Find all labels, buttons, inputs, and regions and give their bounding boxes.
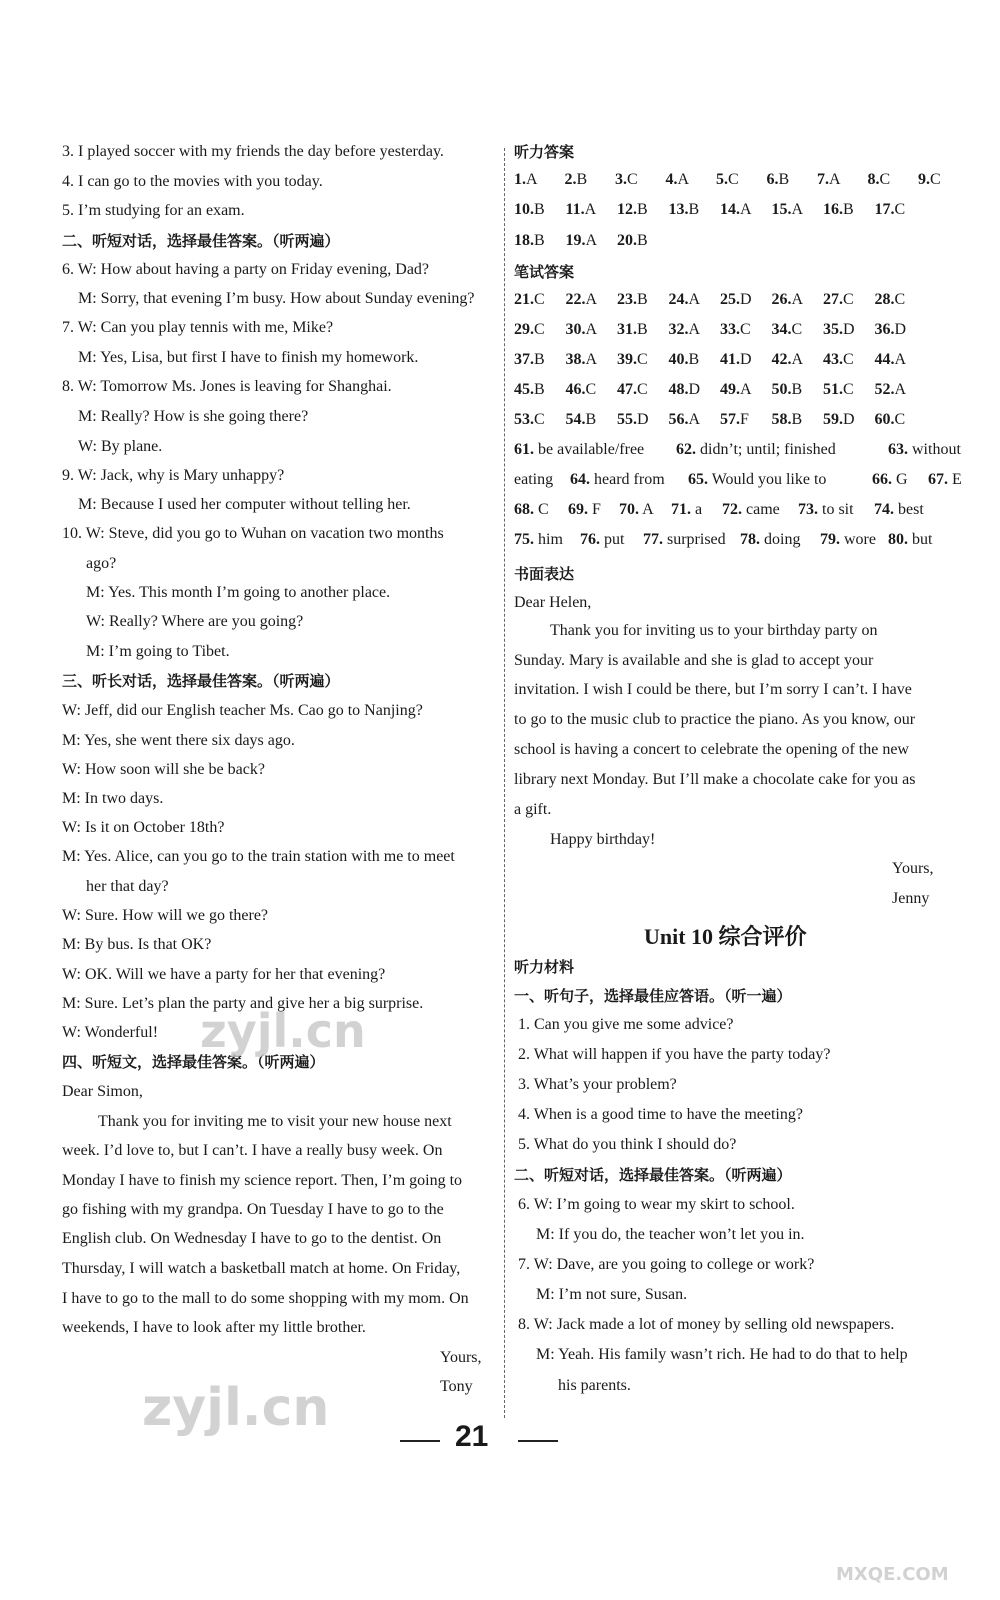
writing-heading: 书面表达 bbox=[514, 565, 575, 583]
page-number-dash-right bbox=[518, 1440, 558, 1442]
fill-answer-item: 66. G bbox=[872, 471, 908, 488]
page-number-dash-left bbox=[400, 1440, 440, 1442]
dialog-line: M: Really? How is she going there? bbox=[78, 408, 309, 425]
writing-line: school is having a concert to celebrate the opening of the new bbox=[514, 741, 909, 758]
writing-line: to go to the music club to practice the piano. As you know, our bbox=[514, 711, 916, 728]
answer-item: 11.A bbox=[565, 201, 597, 218]
dialog-line: W: OK. Will we have a party for her that evening? bbox=[62, 966, 386, 983]
sentence-line: 1. Can you give me some advice? bbox=[518, 1016, 734, 1033]
dialog-line: M: Yeah. His family wasn’t rich. He had to do that to help bbox=[536, 1346, 908, 1363]
sentence-3: 3. I played soccer with my friends the day before yesterday. bbox=[62, 143, 444, 160]
letter-line: English club. On Wednesday I have to go to the dentist. On bbox=[62, 1230, 442, 1247]
writing-signature: Jenny bbox=[892, 890, 930, 907]
answer-item: 44.A bbox=[874, 351, 907, 368]
answer-item: 38.A bbox=[565, 351, 598, 368]
fill-answer-item: 63. without bbox=[888, 441, 961, 458]
section-heading-4: 四、听短文，选择最佳答案。（听两遍） bbox=[62, 1053, 325, 1071]
sentence-line: 2. What will happen if you have the party today? bbox=[518, 1046, 831, 1063]
answer-item: 57.F bbox=[720, 411, 749, 428]
fill-answer-item: 69. F bbox=[568, 501, 601, 518]
fill-answer-item: 72. came bbox=[722, 501, 780, 518]
answer-item: 36.D bbox=[874, 321, 907, 338]
dialog-line: W: Is it on October 18th? bbox=[62, 819, 225, 836]
answer-item: 13.B bbox=[668, 201, 700, 218]
answer-item: 41.D bbox=[720, 351, 752, 368]
answer-item: 25.D bbox=[720, 291, 752, 308]
dialog-line: W: Jeff, did our English teacher Ms. Cao go to Nanjing? bbox=[62, 702, 423, 719]
answer-item: 48.D bbox=[668, 381, 701, 398]
answer-item: 9.C bbox=[918, 171, 941, 188]
watermark-bottom: zyjl.cn bbox=[142, 1378, 330, 1438]
dialog-line: M: Yes, Lisa, but first I have to finish my homework. bbox=[78, 349, 419, 366]
answer-item: 59.D bbox=[823, 411, 855, 428]
answer-item: 22.A bbox=[565, 291, 598, 308]
answer-item: 28.C bbox=[874, 291, 906, 308]
answer-item: 37.B bbox=[514, 351, 545, 368]
letter-closing: Yours, bbox=[440, 1349, 482, 1366]
answer-item: 18.B bbox=[514, 232, 545, 249]
letter-line: go fishing with my grandpa. On Tuesday I have to go to the bbox=[62, 1201, 444, 1218]
dialog-line: M: I’m not sure, Susan. bbox=[536, 1286, 688, 1303]
writing-closing: Yours, bbox=[892, 860, 934, 877]
sentence-5: 5. I’m studying for an exam. bbox=[62, 202, 245, 219]
fill-answer-item: 71. a bbox=[671, 501, 703, 518]
answer-item: 26.A bbox=[771, 291, 804, 308]
answer-item: 42.A bbox=[771, 351, 804, 368]
answer-item: 6.B bbox=[766, 171, 790, 188]
writing-line: Thank you for inviting us to your birthday party on bbox=[550, 622, 878, 639]
unit-title: Unit 10 综合评价 bbox=[644, 924, 807, 949]
answer-item: 8.C bbox=[867, 171, 891, 188]
fill-answer-item: 61. be available/free bbox=[514, 441, 645, 458]
dialog-line: M: Sorry, that evening I’m busy. How about Sunday evening? bbox=[78, 290, 475, 307]
dialog-line: 7. W: Dave, are you going to college or work? bbox=[518, 1256, 815, 1273]
dialog-line: W: Sure. How will we go there? bbox=[62, 907, 269, 924]
writing-line: library next Monday. But I’ll make a chocolate cake for you as bbox=[514, 771, 916, 788]
dialog-line: M: In two days. bbox=[62, 790, 164, 807]
dialog-line: M: I’m going to Tibet. bbox=[86, 643, 230, 660]
dialog-line: 7. W: Can you play tennis with me, Mike? bbox=[62, 319, 334, 336]
letter-salutation: Dear Simon, bbox=[62, 1083, 143, 1100]
answer-item: 47.C bbox=[617, 381, 648, 398]
dialog-line: 9. W: Jack, why is Mary unhappy? bbox=[62, 467, 285, 484]
answer-item: 12.B bbox=[617, 201, 648, 218]
answer-item: 30.A bbox=[565, 321, 598, 338]
dialog-line: W: Wonderful! bbox=[62, 1024, 159, 1041]
answer-item: 3.C bbox=[615, 171, 638, 188]
dialog-line: 8. W: Tomorrow Ms. Jones is leaving for Shanghai. bbox=[62, 378, 392, 395]
dialog-line: M: If you do, the teacher won’t let you in. bbox=[536, 1226, 805, 1243]
writing-salutation: Dear Helen, bbox=[514, 594, 592, 611]
dialog-line: M: Sure. Let’s plan the party and give her a big surprise. bbox=[62, 995, 424, 1012]
answer-item: 55.D bbox=[617, 411, 649, 428]
watermark-corner: MXQE.COM bbox=[836, 1564, 949, 1585]
answer-item: 56.A bbox=[668, 411, 701, 428]
writing-line: a gift. bbox=[514, 801, 552, 818]
section-heading-r2: 二、听短对话，选择最佳答案。（听两遍） bbox=[514, 1166, 792, 1184]
listening-answers-heading: 听力答案 bbox=[514, 143, 575, 161]
answer-item: 27.C bbox=[823, 291, 854, 308]
column-divider bbox=[504, 148, 505, 1418]
writing-line: invitation. I wish I could be there, but I’m sorry I can’t. I have bbox=[514, 681, 912, 698]
fill-answer-item: 70. A bbox=[619, 501, 654, 518]
answer-item: 5.C bbox=[716, 171, 739, 188]
fill-answer-item: 75. him bbox=[514, 531, 563, 548]
letter-line: week. I’d love to, but I can’t. I have a really busy week. On bbox=[62, 1142, 443, 1159]
dialog-line: M: Because I used her computer without telling her. bbox=[78, 496, 411, 513]
answer-item: 23.B bbox=[617, 291, 648, 308]
letter-line: Thank you for inviting me to visit your new house next bbox=[98, 1113, 452, 1130]
section-heading-r1: 一、听句子，选择最佳应答语。（听一遍） bbox=[514, 987, 792, 1005]
watermark-center: zyjl.cn bbox=[200, 1004, 366, 1058]
answer-item: 15.A bbox=[771, 201, 804, 218]
dialog-line: M: Yes. This month I’m going to another place. bbox=[86, 584, 391, 601]
answer-item: 39.C bbox=[617, 351, 648, 368]
sentence-line: 3. What’s your problem? bbox=[518, 1076, 677, 1093]
answer-item: 4.A bbox=[665, 171, 690, 188]
answer-item: 16.B bbox=[823, 201, 854, 218]
answer-item: 50.B bbox=[771, 381, 803, 398]
writing-line: Happy birthday! bbox=[550, 831, 656, 848]
fill-answer-item: 74. best bbox=[874, 501, 924, 518]
answer-item: 31.B bbox=[617, 321, 648, 338]
dialog-line: 10. W: Steve, did you go to Wuhan on vacation two months bbox=[62, 525, 444, 542]
sentence-line: 4. When is a good time to have the meeting? bbox=[518, 1106, 803, 1123]
section-heading-3: 三、听长对话，选择最佳答案。（听两遍） bbox=[62, 672, 340, 690]
answer-item: 1.A bbox=[514, 171, 538, 188]
dialog-line: W: Really? Where are you going? bbox=[86, 613, 304, 630]
fill-answer-item: 80. but bbox=[888, 531, 933, 548]
letter-line: I have to go to the mall to do some shopping with my mom. On bbox=[62, 1290, 469, 1307]
answer-item: 19.A bbox=[565, 232, 598, 249]
dialog-line: M: Yes. Alice, can you go to the train station with me to meet bbox=[62, 848, 455, 865]
fill-answer-item: 64. heard from bbox=[570, 471, 665, 488]
answer-item: 7.A bbox=[817, 171, 841, 188]
answer-item: 29.C bbox=[514, 321, 545, 338]
answer-item: 52.A bbox=[874, 381, 907, 398]
answer-item: 45.B bbox=[514, 381, 545, 398]
answer-item: 20.B bbox=[617, 232, 648, 249]
answer-item: 46.C bbox=[565, 381, 597, 398]
dialog-line: 6. W: How about having a party on Friday evening, Dad? bbox=[62, 261, 430, 278]
fill-answer-item: 76. put bbox=[580, 531, 625, 548]
material-heading: 听力材料 bbox=[514, 958, 575, 976]
answer-item: 34.C bbox=[771, 321, 803, 338]
answer-item: 58.B bbox=[771, 411, 803, 428]
letter-line: Monday I have to finish my science report. Then, I’m going to bbox=[62, 1172, 463, 1189]
answer-item: 51.C bbox=[823, 381, 854, 398]
dialog-line: 8. W: Jack made a lot of money by selling old newspapers. bbox=[518, 1316, 895, 1333]
writing-line: Sunday. Mary is available and she is glad to accept your bbox=[514, 652, 874, 669]
answer-item: 21.C bbox=[514, 291, 545, 308]
answer-item: 33.C bbox=[720, 321, 751, 338]
letter-line: weekends, I have to look after my little brother. bbox=[62, 1319, 366, 1336]
fill-answer-item: 62. didn’t; until; finished bbox=[676, 441, 836, 458]
written-answers-heading: 笔试答案 bbox=[514, 263, 575, 281]
dialog-line: his parents. bbox=[558, 1377, 631, 1394]
letter-line: Thursday, I will watch a basketball match at home. On Friday, bbox=[62, 1260, 461, 1277]
fill-answer-item: 68. C bbox=[514, 501, 549, 518]
answer-item: 43.C bbox=[823, 351, 854, 368]
fill-answer-item: 73. to sit bbox=[798, 501, 854, 518]
answer-item: 40.B bbox=[668, 351, 700, 368]
answer-item: 14.A bbox=[720, 201, 752, 218]
answer-item: 60.C bbox=[874, 411, 906, 428]
fill-answer-item: 79. wore bbox=[820, 531, 876, 548]
fill-answer-item: 77. surprised bbox=[643, 531, 726, 548]
fill-answer-item: 78. doing bbox=[740, 531, 801, 548]
answer-item: 17.C bbox=[874, 201, 906, 218]
dialog-line: W: How soon will she be back? bbox=[62, 761, 265, 778]
answer-item: 10.B bbox=[514, 201, 545, 218]
fill-answer-item: 67. E bbox=[928, 471, 962, 488]
dialog-line: W: By plane. bbox=[78, 438, 163, 455]
dialog-line: M: By bus. Is that OK? bbox=[62, 936, 212, 953]
answer-item: 53.C bbox=[514, 411, 545, 428]
answer-item: 49.A bbox=[720, 381, 752, 398]
answer-item: 35.D bbox=[823, 321, 855, 338]
dialog-line: M: Yes, she went there six days ago. bbox=[62, 732, 295, 749]
answer-item: 32.A bbox=[668, 321, 701, 338]
sentence-line: 5. What do you think I should do? bbox=[518, 1136, 737, 1153]
answer-item: 54.B bbox=[565, 411, 597, 428]
fill-answer-item: eating bbox=[514, 471, 554, 488]
answer-item: 2.B bbox=[564, 171, 588, 188]
dialog-line: 6. W: I’m going to wear my skirt to school. bbox=[518, 1196, 795, 1213]
answer-item: 24.A bbox=[668, 291, 701, 308]
dialog-line: ago? bbox=[86, 555, 117, 572]
dialog-line: her that day? bbox=[86, 878, 169, 895]
section-heading-2: 二、听短对话，选择最佳答案。（听两遍） bbox=[62, 232, 340, 250]
fill-answer-item: 65. Would you like to bbox=[688, 471, 827, 488]
page-number: 21 bbox=[455, 1420, 489, 1453]
letter-signature: Tony bbox=[440, 1378, 473, 1395]
sentence-4: 4. I can go to the movies with you today. bbox=[62, 173, 323, 190]
